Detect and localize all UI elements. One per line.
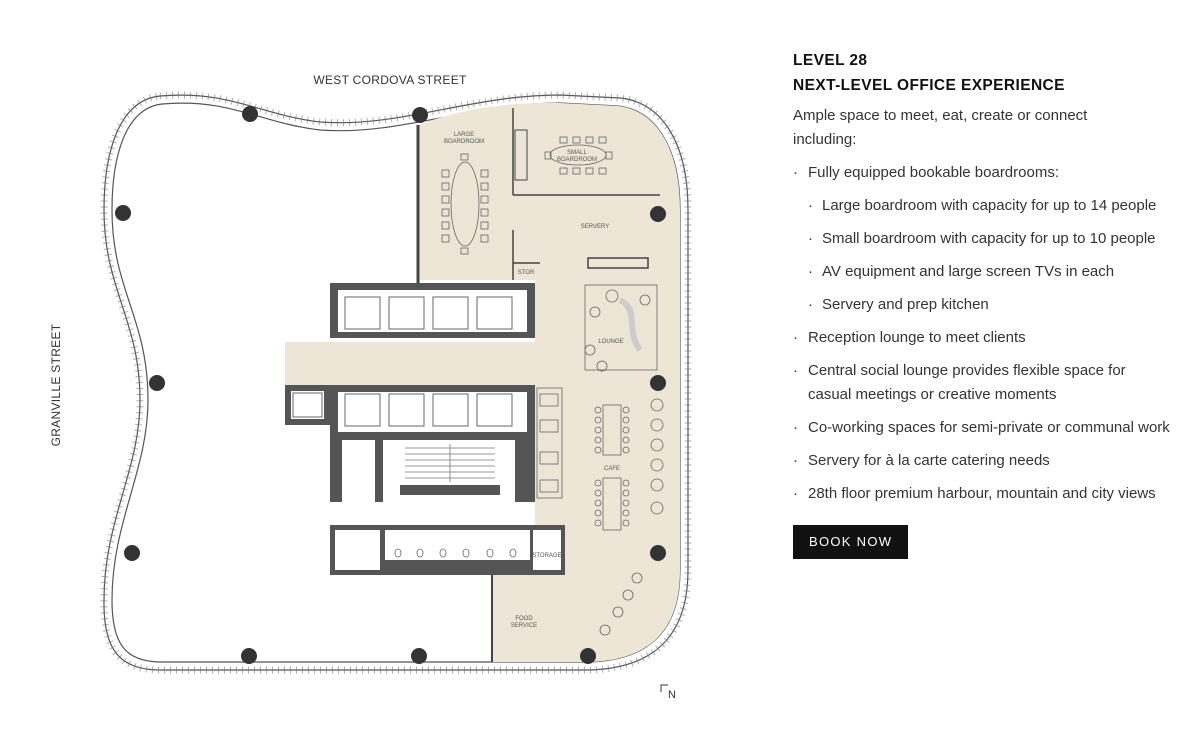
sub-feature-item: · Small boardroom with capacity for up to 10 people: [808, 227, 1173, 251]
feature-list: [793, 161, 1173, 506]
sub-feature-list: [808, 194, 1173, 317]
intro-text: Ample space to meet, eat, create or connect including:: [793, 107, 1088, 148]
room-label-storage: STORAGE: [532, 553, 562, 559]
feature-text: Fully equipped bookable boardrooms:: [808, 164, 1059, 181]
room-label-lounge: LOUNGE: [598, 339, 624, 345]
street-label-north: WEST CORDOVA STREET: [313, 73, 467, 87]
room-label-cafe: CAFE: [603, 466, 621, 472]
amenity-area: [285, 103, 680, 662]
feature-item: · Central social lounge provides flexible space for casual meetings or creative moments: [793, 359, 1173, 407]
north-label: N: [668, 689, 676, 701]
heading-level: LEVEL 28: [793, 52, 868, 69]
feature-item: · Servery for à la carte catering needs: [793, 449, 1173, 473]
room-label-food-service-2: SERVICE: [510, 623, 538, 629]
sub-feature-item: · Servery and prep kitchen: [808, 293, 1173, 317]
room-label-stor: STOR: [517, 270, 535, 276]
heading-title: NEXT-LEVEL OFFICE EXPERIENCE: [793, 77, 1065, 94]
room-label-food-service: FOOD: [515, 616, 533, 622]
north-arrow-icon: [661, 685, 668, 692]
street-label-west: GRANVILLE STREET: [49, 323, 63, 447]
room-label-small-boardroom: SMALL: [567, 150, 587, 156]
core: [285, 283, 565, 575]
feature-item: · 28th floor premium harbour, mountain and city views: [793, 482, 1173, 506]
feature-item: · Co-working spaces for semi-private or communal work: [793, 416, 1173, 440]
book-now-button[interactable]: BOOK NOW: [793, 525, 908, 559]
info-panel: [793, 48, 1173, 559]
room-label-large-boardroom: LARGE: [453, 132, 475, 138]
sub-feature-item: · Large boardroom with capacity for up to 14 people: [808, 194, 1173, 218]
room-label-servery: SERVERY: [580, 224, 610, 230]
feature-item: [793, 161, 1173, 317]
sub-feature-item: · AV equipment and large screen TVs in each: [808, 260, 1173, 284]
room-label-small-boardroom-2: BOARDROOM: [556, 157, 598, 163]
room-label-large-boardroom-2: BOARDROOM: [443, 139, 485, 145]
feature-item: · Reception lounge to meet clients: [793, 326, 1173, 350]
